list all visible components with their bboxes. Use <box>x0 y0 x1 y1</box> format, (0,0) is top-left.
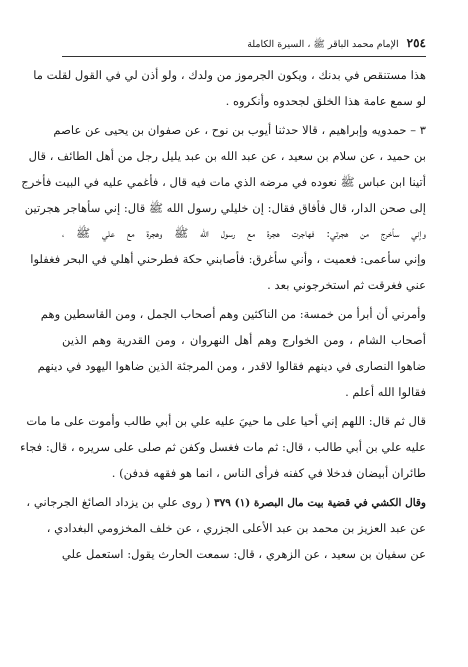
text-line: أتينا ابن عباس ﷺ نعوده في مرضه الذي مات فيه قال ، فأغمي عليه في البيت فأخرج <box>21 174 426 189</box>
text-line: ٣ – حمدويه وإبراهيم ، قالا حدثنا أيوب بن نوح ، عن صفوان بن يحيى عن عاصم <box>53 122 426 137</box>
text-line: طائران أبيضان فدخلا في كفنه فرأى الناس ، انما هو فقهه فدفن) . <box>111 465 426 480</box>
text-line: وأمرني أن أبرأ من خمسة: من الناكثين وهم أصحاب الجمل ، ومن القاسطين وهم <box>40 307 426 322</box>
text-line: بن حميد ، عن سلام بن سعيد ، عن عبد الله بن عبد يليل رجل من أهل الطائف ، قال <box>28 148 426 163</box>
text-line: عن سفيان بن سعيد ، عن الزهري ، قال: سمعت الحارث يقول: استعمل علي <box>61 547 426 562</box>
text-line: وإني سأعمى: فعميت ، وأني سأغرق: فأصابني حكة فطرحني أهلي في البحر فغفلوا <box>30 252 426 267</box>
bold-lead: وقال الكشي في قضية بيت مال البصرة <box>253 496 426 509</box>
body-text <box>20 63 426 568</box>
text-line: عني فغرقت ثم استخرجوني بعد . <box>267 278 426 293</box>
page-number: ٢٥٤ <box>406 36 426 50</box>
text-line: لو سمع عامة هذا الخلق لجحدوه وأنكروه . <box>225 93 426 108</box>
text-run: ( روى علي بن يزداد الصائغ الجرجاني ، <box>26 494 211 509</box>
header-rule <box>62 56 426 57</box>
page-header <box>62 36 426 54</box>
text-line: هذا مستنقص في بدنك ، ويكون الجرموز من ولدك ، ولو أذن لي في القول لقلت ما <box>33 68 426 82</box>
text-line: قال ثم قال: اللهم إني أحيا على ما حييَ عليه علي بن أبي طالب وأموت على ما مات <box>26 413 426 428</box>
footnote-ref: (١) ٣٧٩ <box>214 496 251 509</box>
text-line: عن عبد العزيز بن محمد بن عبد الأعلى الجزري ، عن خلف المخزومي البغدادي ، <box>46 521 426 536</box>
text-line: إلى صحن الدار، قال فأفاق فقال: إن خليلي رسول الله ﷺ قال: إني سأهاجر هجرتين <box>24 200 426 215</box>
text-line: وإني سأخرج من هجرتي: فهاجرت هجرة مع رسول الله ﷺ وهجرة مع علي ﷺ ، <box>62 226 426 241</box>
book-page <box>20 36 426 568</box>
text-line <box>26 490 426 517</box>
running-title: الإمام محمد الباقر ﷺ ، السيرة الكاملة <box>247 39 399 50</box>
text-line: أصحاب الشام ، ومن الخوارج وهم أهل النهروان ، ومن القدرية وهم الذين <box>62 333 426 348</box>
text-line: ضاهوا النصارى في دينهم فقالوا لاقدر ، ومن المرجئة الذين ضاهوا اليهود في دينهم <box>37 358 426 373</box>
text-line: فقالوا الله أعلم . <box>345 384 426 399</box>
text-line: عليه علي بن أبي طالب ، قال: ثم مات فغسل وكفن ثم صلى على سريره ، قال: فجاء <box>20 439 426 454</box>
